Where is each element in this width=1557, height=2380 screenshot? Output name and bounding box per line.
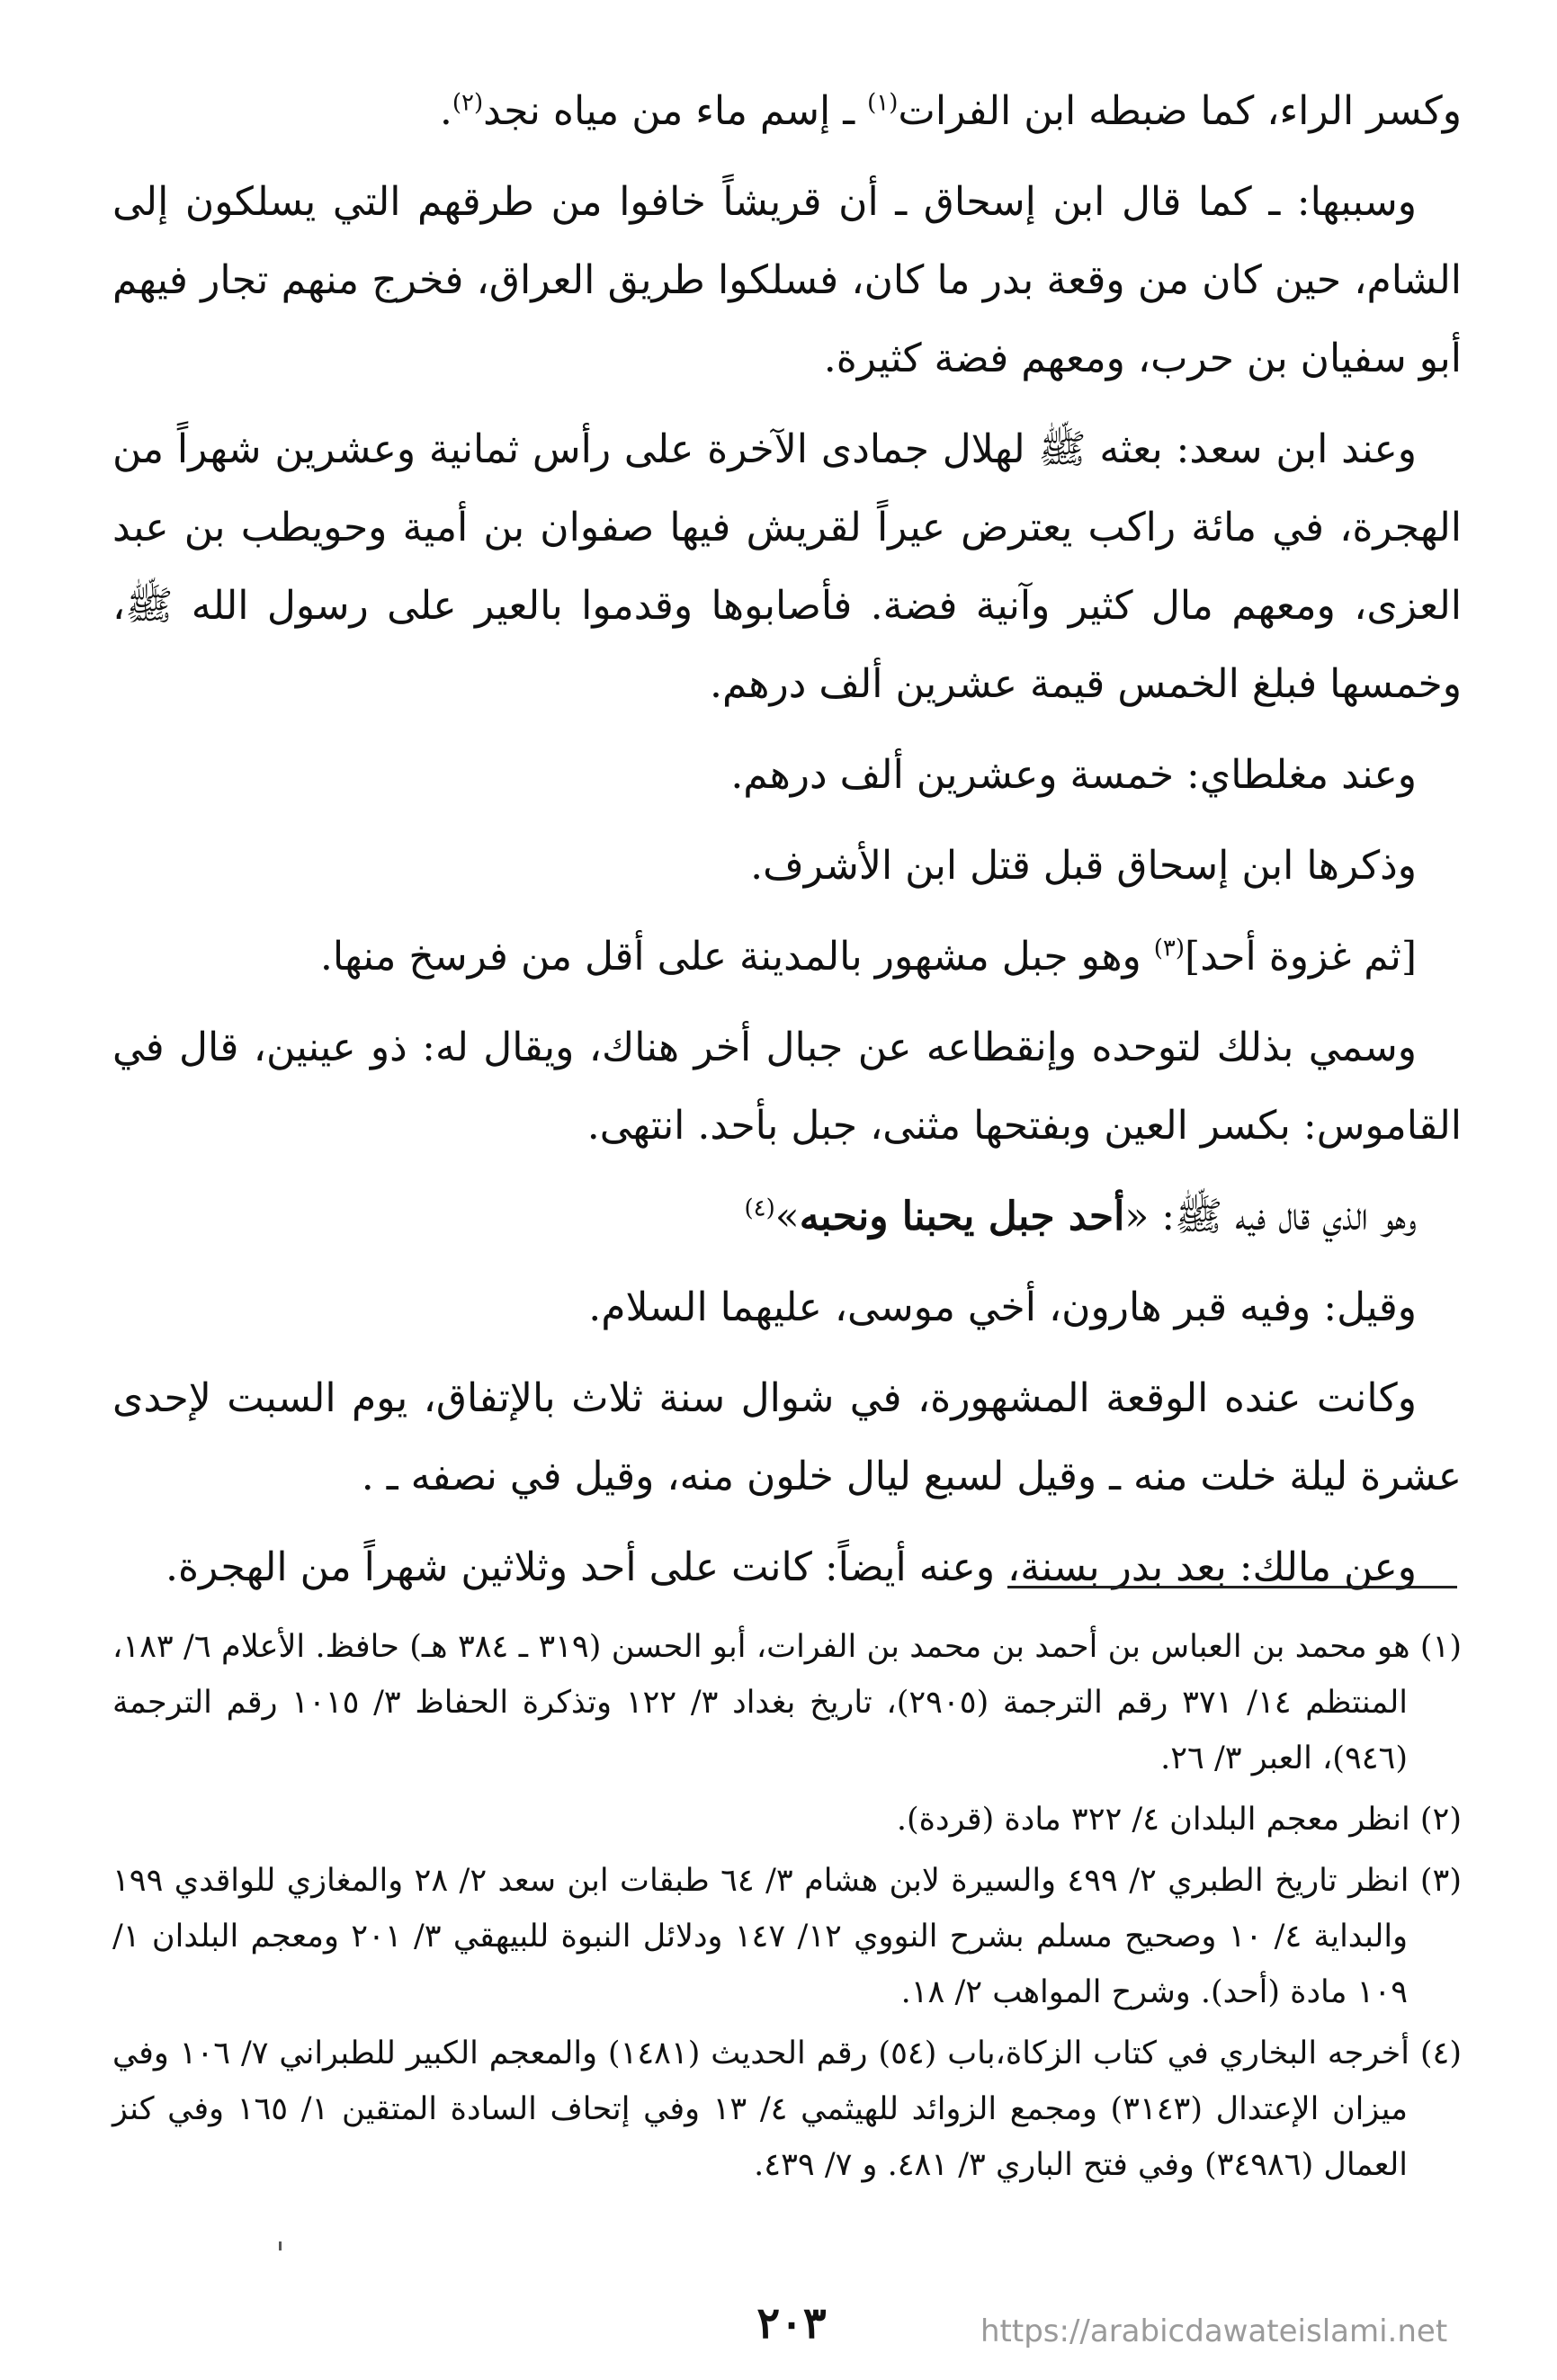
paragraph-7 xyxy=(112,1008,1462,1165)
paragraph-3 xyxy=(112,410,1462,723)
footnote-4: (٤) أخرجه البخاري في كتاب الزكاة،باب (٥٤) رقم الحديث (١٤٨١) والمعجم الكبير للطبراني ٧/ ١٠٦ وفي ميزان الإعتدال (٣١٤٣) ومجمع الزوائد للهيثمي ٤/ ١٣ وفي إتحاف السادة المتقين ١/ ١٦٥ وفي كنز العمال (٣٤٩٨٦) وفي فتح الباري ٣/ ٤٨١. و ٧/ ٤٣٩. xyxy=(112,2036,1462,2183)
paragraph-6 xyxy=(112,917,1462,996)
paragraph-4 xyxy=(112,736,1462,814)
footnote-2: (٢) انظر معجم البلدان ٤/ ٣٢٢ مادة (قردة). xyxy=(896,1802,1462,1838)
paragraph-8 xyxy=(112,1177,1462,1256)
footnote-ref-1: (١) xyxy=(867,89,899,117)
page-number: ٢٠٣ xyxy=(756,2298,827,2349)
print-mark xyxy=(279,2241,282,2250)
paragraph-2 xyxy=(112,163,1462,398)
paragraph-1-text-3: . xyxy=(439,88,452,134)
footnote-ref-2: (٢) xyxy=(452,89,484,117)
paragraph-3-text: وعند ابن سعد: بعثه ﷺ لهلال جمادى الآخرة على رأس ثمانية وعشرين شهراً من الهجرة، في مائة راكب يعترض عيراً لقريش فيها صفوان بن أمية وحويطب بن عبد العزى، ومعهم مال كثير وآنية فضة. فأصابوها وقدموا بالعير على رسول الله ﷺ، وخمسها فبلغ الخمس قيمة عشرين ألف درهم. xyxy=(112,426,1462,707)
footnote-divider xyxy=(1007,1586,1457,1588)
watermark: https://arabicdawateislami.net xyxy=(980,2313,1448,2349)
paragraph-9 xyxy=(112,1268,1462,1347)
paragraph-2-text: وسببها: ـ كما قال ابن إسحاق ـ أن قريشاً خافوا من طرقهم التي يسلكون إلى الشام، حين كان من وقعة بدر ما كان، فسلكوا طريق العراق، فخرج منهم تجار فيهم أبو سفيان بن حرب، ومعهم فضة كثيرة. xyxy=(112,179,1463,381)
paragraph-7-text: وسمي بذلك لتوحده وإنقطاعه عن جبال أخر هناك، ويقال له: ذو عينين، قال في القاموس: بكسر العين وبفتحها مثنى، جبل بأحد. انتهى. xyxy=(112,1024,1462,1149)
paragraph-11 xyxy=(112,1528,1462,1606)
paragraph-10-text: وكانت عنده الوقعة المشهورة، في شوال سنة ثلاث بالإتفاق، يوم السبت لإحدى عشرة ليلة خلت منه ـ وقيل لسبع ليال خلون منه، وقيل في نصفه ـ . xyxy=(112,1375,1462,1499)
paragraph-8-text: وهو الذي قال فيه ﷺ: « xyxy=(1124,1194,1417,1239)
paragraph-9-text: وقيل: وفيه قبر هارون، أخي موسى، عليهما السلام. xyxy=(588,1284,1417,1330)
paragraph-6-text: [ثم غزوة أحد] xyxy=(1185,934,1417,980)
footnote-ref-4: (٤) xyxy=(744,1194,775,1222)
paragraph-4-text: وعند مغلطاي: خمسة وعشرين ألف درهم. xyxy=(730,752,1417,798)
paragraph-5-text: وذكرها ابن إسحاق قبل قتل ابن الأشرف. xyxy=(750,843,1417,889)
footnote-1: (١) هو محمد بن العباس بن أحمد بن محمد بن الفرات، أبو الحسن (٣١٩ ـ ٣٨٤ هـ) حافظ. الأعلام ٦/ ١٨٣، المنتظم ١٤/ ٣٧١ رقم الترجمة (٢٩٠٥)، تاريخ بغداد ٣/ ١٢٢ وتذكرة الحفاظ ٣/ ١٠١٥ رقم الترجمة (٩٤٦)، العبر ٣/ ٢٦. xyxy=(112,1629,1463,1776)
footnotes xyxy=(112,1619,1462,2198)
hadith-quote: أحد جبل يحبنا ونحبه xyxy=(799,1194,1125,1239)
footnote-ref-3: (٣) xyxy=(1153,935,1186,962)
paragraph-1 xyxy=(112,72,1462,150)
paragraph-5 xyxy=(112,827,1462,905)
footnote-3: (٣) انظر تاريخ الطبري ٢/ ٤٩٩ والسيرة لابن هشام ٣/ ٦٤ طبقات ابن سعد ٢/ ٢٨ والمغازي للواقدي ١٩٩ والبداية ٤/ ١٠ وصحيح مسلم بشرح النووي ١٢/ ١٤٧ ودلائل النبوة للبيهقي ٣/ ٢٠١ ومعجم البلدان ١/ ١٠٩ مادة (أحد). وشرح المواهب ٢/ ١٨. xyxy=(112,1863,1462,2010)
main-text xyxy=(112,72,1462,1606)
paragraph-8-text-2: » xyxy=(774,1194,800,1239)
paragraph-6-text-2: وهو جبل مشهور بالمدينة على أقل من فرسخ منها. xyxy=(319,934,1154,980)
paragraph-1-text-2: ـ إسم ماء من مياه نجد xyxy=(483,88,868,134)
paragraph-11-text: وعن مالك: بعد بدر بسنة، وعنه أيضاً: كانت على أحد وثلاثين شهراً من الهجرة. xyxy=(166,1544,1417,1590)
paragraph-1-text: وكسر الراء، كما ضبطه ابن الفرات xyxy=(898,88,1462,134)
paragraph-10 xyxy=(112,1359,1462,1516)
